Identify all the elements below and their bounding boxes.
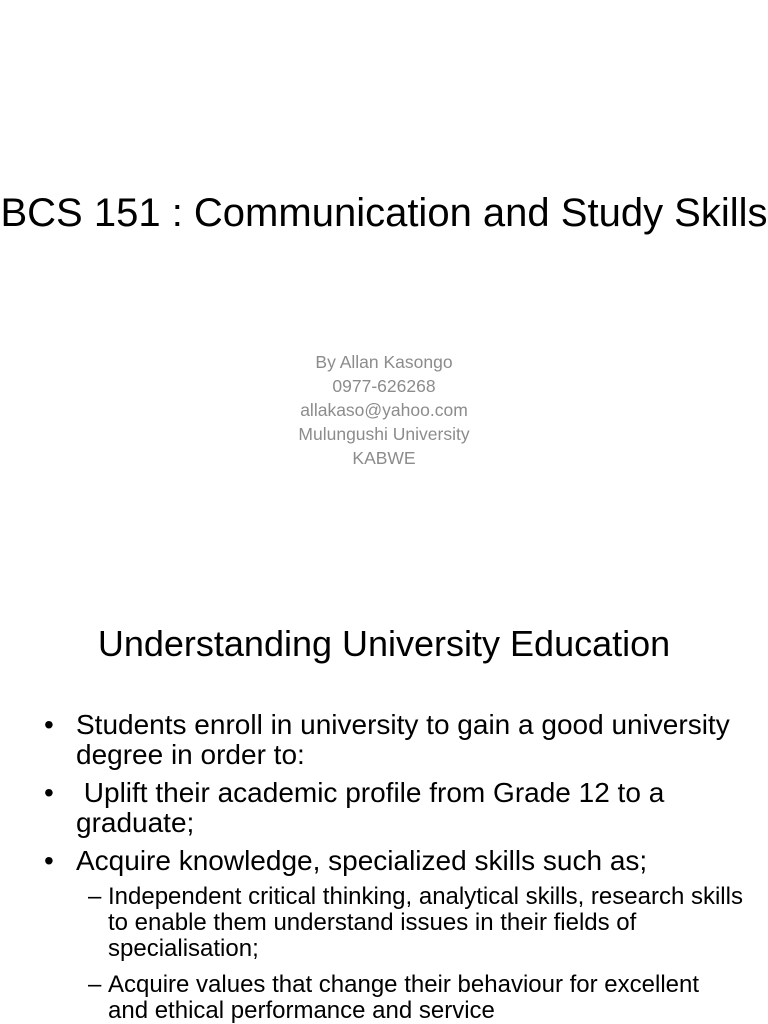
bullet-item <box>44 846 744 876</box>
institution-name: Mulungushi University <box>298 424 470 444</box>
sub-bullet-item <box>44 884 744 962</box>
bullet-text: Acquire knowledge, specialized skills such as; <box>76 845 648 876</box>
author-info <box>0 350 768 470</box>
slide-title: Understanding University Education <box>97 623 671 664</box>
content-slide <box>0 576 768 1024</box>
dash-icon: – <box>88 883 102 910</box>
bullet-text: Uplift their academic profile from Grade 12 to a graduate; <box>76 777 673 838</box>
author-email: allakaso@yahoo.com <box>300 400 468 420</box>
bullet-icon: • <box>44 845 54 876</box>
bullet-icon: • <box>44 709 54 740</box>
bullet-text: Students enroll in university to gain a good university degree in order to: <box>76 709 730 770</box>
presentation-title: BCS 151 : Communication and Study Skills <box>0 191 768 235</box>
bullet-list <box>44 710 744 1024</box>
institution-location: KABWE <box>352 448 416 468</box>
bullet-icon: • <box>44 777 54 808</box>
author-phone: 0977-626268 <box>332 376 436 396</box>
bullet-item <box>44 778 744 838</box>
author-name: By Allan Kasongo <box>315 352 453 372</box>
dash-icon: – <box>88 971 102 998</box>
sub-bullet-text: Acquire values that change their behaviour for excellent and ethical performance and service <box>108 971 700 1024</box>
sub-bullet-text: Independent critical thinking, analytical skills, research skills to enable them understand issues in their fields of specialisation; <box>108 883 743 962</box>
bullet-item <box>44 710 744 770</box>
sub-bullet-item <box>44 972 744 1024</box>
